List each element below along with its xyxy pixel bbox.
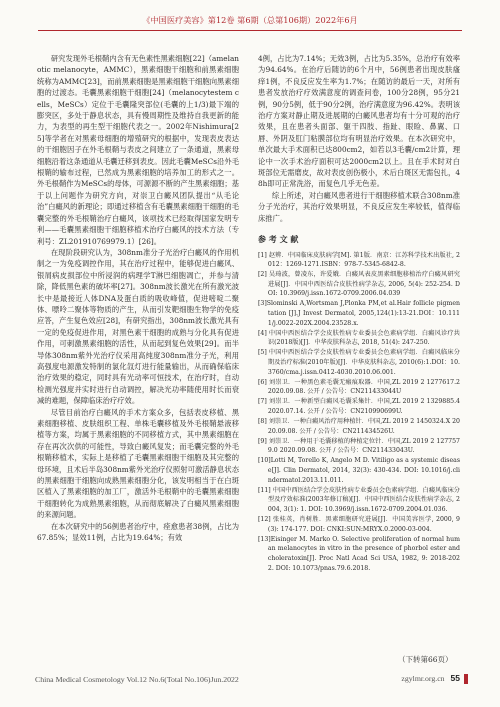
- left-column: [37, 53, 239, 543]
- reference-item: [11] 中国中西医结合学会皮肤性病专业委员会色素病学组．白癜风临床分型及疗效标准(2003年修订稿)[J]．中国中西医结合皮肤性病学杂志, 2004, 3(1): 1. DOI: 10.3969/j.issn.1672-0709.2004.01.036.: [258, 486, 460, 513]
- page-number: 55: [450, 673, 460, 683]
- reference-item: [3]Slominski A,Wortsman J,Plonka PM,et al.Hair follicle pigmentation [J].J Invest Dermatol, 2005,124(1):13-21.DOI：10.1111/j.0022-202X.2004.23528.x.: [258, 300, 460, 327]
- reference-item: [4] 中国中西医结合学会皮肤性病专业委员会色素病学组．白癜风诊疗共识(2018版)[J]．中华皮肤科杂志, 2018, 51(4): 247-250.: [258, 329, 460, 347]
- body-paragraph-1: 研究发现外毛根鞘内含有无色素性黑素细胞[22]（amelanotic melanocyte，AMMC），黑素细胞干细胞和前黑素细胞统称为AMMC[23]，而前黑素细胞是黑素细胞干细胞向黑素细胞的过渡态。毛囊黑素细胞干细胞[24]（melanocytestem cells，MeSCs）定位于毛囊隆突部位(毛囊的上1/3)最下端的膨突区，多处于静息状态，具有慢周期性及维持自我更新的能力，为表型的再生型干细胞代表之一。2002年Nishimura[25]等学者在对黑素母细胞的增殖研究的根据中，发现表皮表达的干细胞因子在外毛根鞘与表皮之间建立了一条通道，黑素母细胞沿着这条通道从毛囊迁移到表皮。因此毛囊MeSCs沿外毛根鞘的输布过程，已然成为黑素细胞的培养加工的形式之一。外毛根鞘作为MeSCs的母体，可源源不断的产生黑素细胞；基于以上问题作为研究方向，对崇卫白癜风团队提出“从毛论治”白癜风的新理论；即通过移植含有毛囊黑素细胞干细胞的毛囊完整的外毛根鞘治疗白癜风，该项技术已经取得国家发明专利——毛囊黑素细胞干细胞移植术治疗白癜风的技术方法（专利号：ZL201910769979.1）[26]。: [37, 54, 239, 246]
- body-paragraph-4: 在本次研究中的56例患者治疗中，痊愈患者38例，占比为67.85%；显效11例，占比为19.64%；有效: [37, 521, 239, 543]
- conclusion-paragraph: 综上所述，对白癜风患者进行干细胞移植术联合308nm准分子光治疗，其治疗效果明显，不良反应发生率较低，值得临床推广。: [258, 190, 460, 223]
- header-divider: [38, 30, 462, 31]
- reference-item: [2] 吴琦波，曾凌东，许爱娥．白癜风表皮黑素细胞移植治疗白癜风研究进展[J]．中国中西医结合皮肤性病学杂志, 2006, 5(4): 252-254. DOI: 10.3969/j.issn.1672-0709.2006.04.039: [258, 271, 460, 298]
- body-paragraph-2: 在现阶段研究认为，308nm准分子光治疗白癜风的作用机制之一为免疫调控作用，其在治疗过程中，能够促进白癜风、银屑病皮损部位中所浸润的病理学T淋巴细胞凋亡，并参与清除，降低黑色素的破坏率[27]。308nm波长激光在所有激光波长中是最接近人体DNA及蛋白质的吸收峰值，促进嘧啶二聚体、嘌呤二聚体等物质的产生，从而引发靶细胞生物学的免疫应答，产生复色效应[28]，有研究指出，308nm波长激光具有一定的免疫促进作用，对黑色素干细胞的成熟与分化具有促进作用，可刺激黑素细胞的活性，从而起到复色效果[29]。而半导体308nm紫外光治疗仪采用高纯度308nm准分子光，利用高强度电源激发特制的氯化氙灯进行能量输出，从而确保临床治疗效果的稳定，同时具有光动率可恒技术，在治疗时，自动检测光强度并实时进行自动调控，解决光功率随使用时长而衰减的难题，保障临床治疗疗效。: [37, 247, 239, 406]
- references-heading: 参 考 文 献: [258, 235, 299, 245]
- reference-item: [12] 张桂英，肖树胜．黑素细胞研究进展[J]．中国美容医学, 2000, 9(3): 174-177. DOI: CNKI:SUN:MRYX.0.2000-03-004.: [258, 516, 460, 533]
- footer-accent-bar: [464, 674, 468, 684]
- body-paragraph-3: 尽管目前治疗白癜风的手术方案众多，包括表皮移植、黑素细胞移植、皮肤组织工程、单株毛囊移植及外毛根鞘悬液移植等方案，均属于黑素细胞的不同移植方式，其中黑素细胞在存在再次次供的可能性，导致白癜风复发；而毛囊完整的外毛根鞘移植术，实际上是移植了毛囊黑素细胞干细胞及其完整的母环境，且术后半岛308nm紫外光治疗仪照射可激活静息状态的黑素细胞干细胞向成熟黑素细胞分化，该发明相当于在白斑区植入了黑素细胞的加工厂，激活外毛根鞘中的毛囊黑素细胞干细胞转化为成熟黑素细胞，从而彻底解决了白癜风黑素细胞的来源问题。: [37, 407, 239, 520]
- reference-item: [10]Lotti M, Torello K, Angelo M D. Vitiligo as a systemic disease[J]. Clin Dermatol, 2014, 32(3): 430-434. DOI: 10.1016/j.clindermatol.2013.11.011.: [258, 457, 460, 484]
- footer-website: zgylmr.org.cn: [401, 674, 445, 683]
- continuation-note: （下转第66页）: [398, 655, 453, 664]
- reference-item: [6] 刘崇卫．一种黑色素毛囊无瘢痕取器．中国,ZL 2019 2 1277617.2 2020.09.08. 公开 / 公告号：CN211433044U: [258, 378, 460, 396]
- reference-item: [9] 刘崇卫．一种用于毛囊移植的种植定位针．中国,ZL 2019 2 1277579.0 2020.09.08. 公开 / 公告号：CN211433043U.: [258, 437, 460, 455]
- reference-item: [13]Eisinger M. Marko O. Selective proliferation of normal human melanocytes in vitro in the presence of phorbol ester and choleratoxin[J]. Proc Natl Acad Sci USA, 1982, 9: 2018-2022. DOI: 10.1073/pnas.79.6.2018.: [258, 535, 460, 572]
- reference-list: [258, 251, 460, 574]
- reference-item: [1] 赵辨．中国临床皮肤病学[M]. 第1版．南京：江苏科学技术出版社, 2012：1269-1271.ISBN：978-7-5345-6842-8.: [258, 251, 460, 269]
- journal-header: 《中国医疗美容》第12卷 第6期（总第106期）2022年6月: [142, 15, 358, 25]
- reference-item: [7] 刘崇卫．一种新型白癜风毛囊采集针．中国,ZL 2019 2 1329885.4 2020.07.14. 公开 / 公告号：CN210990699U.: [258, 398, 460, 415]
- right-column: [258, 53, 460, 574]
- body-paragraph-continued: 4例，占比为7.14%；无效3例，占比为5.35%，总治疗有效率为94.64%。在治疗后随访的6个月中，56例患者出现皮肤瘙痒1例，不良反应发生率为1.7%；在随访的最后一天，对所有患者发放治疗疗效满意度的调查问卷，100分28例，95分21例，90分5例，低于90分2例，治疗满意度为96.42%。表明该治疗方案对静止期及进展期的白癜风患者均有十分可观的治疗效果，且在患者头面部、躯干四肢、指趾、眼睑、鼻翼、口唇、外阴及肛门粘膜部位均有明显治疗效果。在本次研究中，单次最大手术面积已达800cm2，如若以3毛囊/cm2计算，理论中一次手术治疗面积可达2000cm2以上。且在手术时对白斑部位无需磨皮，故对表皮创伤极小，术后白斑区无需包扎，48h即可正常洗浴，而复色几乎无色差。: [258, 54, 460, 189]
- footer-right: [401, 673, 460, 683]
- footer-journal-info: China Medical Cosmetology Vol.12 No.6(Total No.106)Jun.2022: [35, 675, 239, 684]
- page-footer: [0, 673, 500, 703]
- reference-item: [8] 刘崇卫．一种白癜风治疗用种植针．中国,ZL 2019 2 1450324.X 2020.09.08. 公开 / 公告号：CN211434526U.: [258, 418, 460, 435]
- reference-item: [5] 中国中西医结合学会皮肤性病专业委员会色素病学组．白癜风临床分期及治疗标准(2010年版)[J]．中华皮肤科杂志, 2010(6):1.DOI：10.3760/cma.j.issn.0412-4030.2010.06.001.: [258, 349, 460, 376]
